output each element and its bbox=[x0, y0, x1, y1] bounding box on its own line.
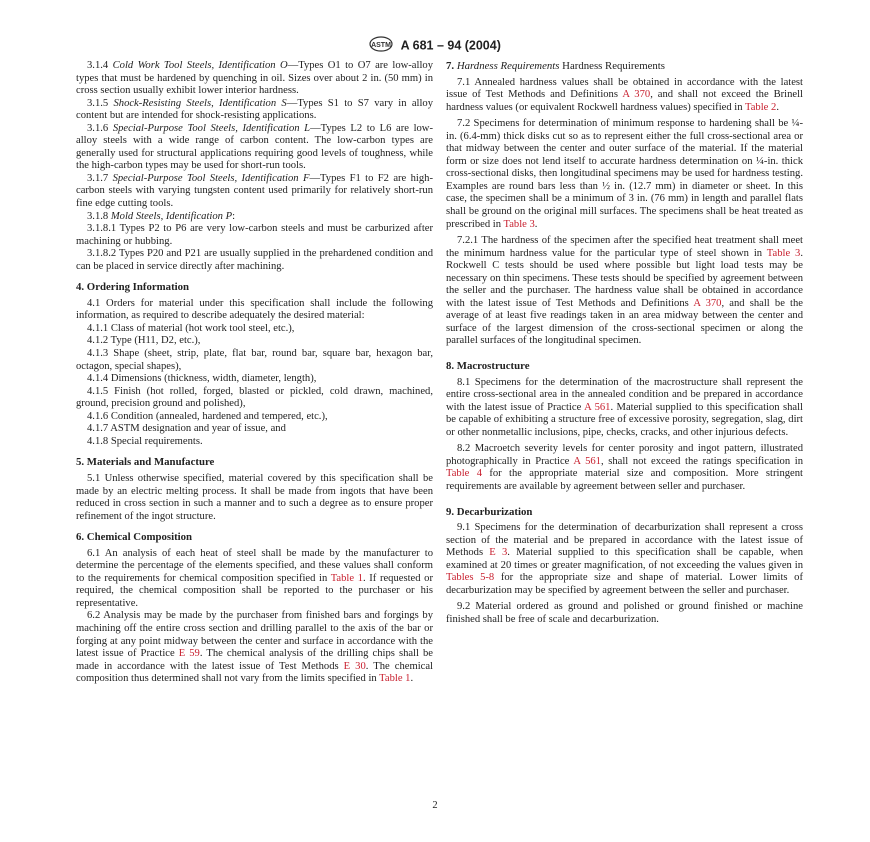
section-number: 7. bbox=[446, 60, 455, 72]
section-heading-decarburization: 9. Decarburization bbox=[446, 505, 533, 518]
page-header bbox=[0, 36, 870, 55]
e59-link[interactable]: E 59 bbox=[178, 648, 200, 660]
left-column bbox=[76, 60, 433, 686]
section-5-1: 5.1 Unless otherwise specified, material covered by this specification shall be made by an electric melting process. It shall be made from ingots that have been reduced in cross section in such a manner and to such a degree as to ensure proper refinement of the ingot structure. bbox=[76, 472, 433, 522]
text: . bbox=[534, 218, 538, 230]
section-heading-hardness-requirements bbox=[446, 60, 803, 73]
section-title: Cold Work Tool Steels, Identification O bbox=[112, 60, 288, 71]
text: . The chemical analysis of the drilling chips shall be made in accordance with the latest issue of Test Methods bbox=[76, 648, 434, 672]
list-item: 4.1.5 Finish (hot rolled, forged, blasted or pickled, cold drawn, machined, ground, precision ground and polished), bbox=[76, 385, 433, 410]
text: . If requested or required, the chemical composition shall be reported to the purchaser or his representative. bbox=[76, 572, 433, 609]
section-body: : bbox=[232, 210, 236, 222]
section-title: Mold Steels, Identification P bbox=[110, 210, 233, 222]
e3-link[interactable]: E 3 bbox=[489, 547, 508, 559]
section-number: 3.1.7 bbox=[87, 172, 109, 184]
section-6-1 bbox=[76, 548, 433, 611]
text: 9.1 Specimens for the determination of decarburization shall represent a cross section of the material and be prepared in accordance with the latest issue of Methods bbox=[446, 522, 803, 559]
list-item: 4.1.4 Dimensions (thickness, width, diameter, length), bbox=[87, 373, 317, 385]
section-title-italic: Hardness Requirements bbox=[456, 60, 560, 72]
text: , and shall not exceed the Brinell hardness values (or equivalent Rockwell hardness values) specified in bbox=[446, 89, 803, 113]
svg-text:ASTM: ASTM bbox=[371, 42, 392, 49]
section-3-1-8 bbox=[76, 211, 433, 224]
astm-logo-icon bbox=[369, 36, 393, 55]
section-body: —Types O1 to O7 are low-alloy types that must be hardened by quenching in oil. Sizes over about 2 in. (50 mm) in cross section usually exhibit lower interior hardness. bbox=[76, 60, 433, 97]
text: 8.1 Specimens for the determination of the macrostructure shall represent the entire cross-sectional area in the annealed condition and be prepared in accordance with the latest issue of Practice bbox=[446, 376, 803, 413]
text: , shall not exceed the ratings specification in bbox=[600, 455, 803, 467]
section-9-1 bbox=[446, 522, 803, 597]
section-body: —Types F1 to F2 are high-carbon steels with varying tungsten content used primarily for relatively short-run fine edge cutting tools. bbox=[76, 172, 433, 210]
text: 7.2.1 The hardness of the specimen after the specified heat treatment shall meet the minimum hardness value for the particular type of steel shown in bbox=[446, 235, 803, 259]
section-heading-materials-and-manufacture: 5. Materials and Manufacture bbox=[76, 456, 215, 469]
section-number: 3.1.8 bbox=[87, 210, 109, 222]
section-heading-macrostructure: 8. Macrostructure bbox=[446, 360, 530, 373]
section-7-2 bbox=[446, 118, 803, 231]
section-title-plain: Hardness Requirements bbox=[559, 60, 666, 72]
text: 6.1 An analysis of each heat of steel shall be made by the manufacturer to determine the percentage of the elements specified, and these values shall conform to the requirements for chemical composition specified in bbox=[76, 547, 433, 584]
right-column bbox=[446, 60, 803, 626]
table-4-link[interactable]: Table 4 bbox=[446, 468, 482, 480]
list-item: 4.1.2 Type (H11, D2, etc.), bbox=[87, 335, 201, 347]
a561-link[interactable]: A 561 bbox=[573, 455, 601, 467]
section-3-1-8-1: 3.1.8.1 Types P2 to P6 are very low-carbon steels and must be carburized after machining or hubbing. bbox=[76, 223, 433, 247]
page-number: 2 bbox=[432, 800, 438, 811]
section-3-1-5 bbox=[76, 98, 433, 123]
table-2-link[interactable]: Table 2 bbox=[745, 101, 777, 113]
list-item: 4.1.6 Condition (annealed, hardened and tempered, etc.), bbox=[87, 410, 328, 422]
section-3-1-8-2: 3.1.8.2 Types P20 and P21 are usually supplied in the prehardened condition and can be placed in service directly after machining. bbox=[76, 248, 433, 272]
table-1-link[interactable]: Table 1 bbox=[330, 572, 363, 584]
text: for the appropriate size and shape of material. Lower limits of decarburization may be specified by agreement between the seller and purchaser. bbox=[446, 572, 803, 596]
a561-link[interactable]: A 561 bbox=[584, 401, 611, 413]
section-title: Special-Purpose Tool Steels, Identification F bbox=[112, 172, 310, 184]
section-4-1: 4.1 Orders for material under this specification shall include the following information, as required to describe adequately the desired material: bbox=[76, 297, 433, 322]
text: 6.2 Analysis may be made by the purchaser from finished bars and forgings by machining off the entire cross section and drilling parallel to the axis of the bar or forging at any point midway between the center and surface in accordance with the latest issue of Practice bbox=[76, 610, 433, 660]
table-3-link[interactable]: Table 3 bbox=[766, 247, 801, 259]
text: 8.2 Macroetch severity levels for center porosity and ingot pattern, illustrated photographically in Practice bbox=[446, 443, 803, 467]
text: . bbox=[410, 673, 414, 685]
standard-designation: A 681 – 94 (2004) bbox=[400, 38, 501, 53]
section-3-1-4 bbox=[76, 60, 433, 98]
section-title: Shock-Resisting Steels, Identification S bbox=[113, 97, 287, 109]
text: . Material supplied to this specification shall be capable of exhibiting a structure free of excessive porosity, segregation, slag, dirt or other nonmetallic inclusions, pipe, checks, cracks, and other injurious defects. bbox=[446, 401, 803, 438]
section-heading-chemical-composition: 6. Chemical Composition bbox=[76, 531, 193, 544]
section-3-1-6 bbox=[76, 123, 433, 173]
section-body: —Types S1 to S7 vary in alloy content but are intended for shock-resisting applications. bbox=[76, 97, 434, 122]
text: , and shall be the average of at least five readings taken in an area midway between the center and surface of the largest dimension of the cross-sectional specimen or along the parallel surfaces of the longitudinal specimen. bbox=[446, 297, 803, 347]
e30-link[interactable]: E 30 bbox=[343, 660, 366, 672]
section-9-2: 9.2 Material ordered as ground and polished or ground finished or machine finished shall be free of scale and decarburization. bbox=[446, 601, 803, 625]
section-6-2 bbox=[76, 610, 433, 685]
section-body: —Types L2 to L6 are low-alloy steels with a wide range of carbon content. The low-carbon types are generally used for structural applications requiring good levels of toughness, while the high-carbon types may be used for short-run tools. bbox=[76, 122, 433, 172]
table-1-link[interactable]: Table 1 bbox=[379, 673, 411, 685]
a370-link[interactable]: A 370 bbox=[622, 89, 651, 101]
list-item: 4.1.3 Shape (sheet, strip, plate, flat bar, round bar, square bar, hexagon bar, octagon, special shapes), bbox=[76, 348, 433, 372]
text: . Rockwell C tests should be used where possible but light load tests may be necessary on thin specimens. These tests should be specified by agreement between the seller and the purchaser. The hardness value shall be obtained in accordance with the latest issue of Test Methods and Definitions bbox=[446, 247, 803, 309]
text: . bbox=[776, 101, 779, 113]
section-7-2-1 bbox=[446, 235, 803, 348]
section-heading-ordering-information: 4. Ordering Information bbox=[76, 281, 190, 294]
list-item: 4.1.8 Special requirements. bbox=[87, 435, 203, 447]
section-title: Special-Purpose Tool Steels, Identification L bbox=[112, 122, 311, 134]
section-number: 3.1.5 bbox=[87, 97, 109, 109]
section-number: 3.1.6 bbox=[87, 122, 109, 134]
text: . Material supplied to this specification shall be capable, when examined at 20 times or greater magnification, of not exceeding the values given in bbox=[446, 547, 804, 571]
section-8-2 bbox=[446, 443, 803, 493]
list-item: 4.1.7 ASTM designation and year of issue, and bbox=[87, 423, 286, 435]
section-3-1-7 bbox=[76, 173, 433, 211]
list-item: 4.1.1 Class of material (hot work tool steel, etc.), bbox=[87, 322, 295, 334]
table-3-link[interactable]: Table 3 bbox=[503, 218, 535, 230]
text: 7.1 Annealed hardness values shall be obtained in accordance with the latest issue of Test Methods and Definitions bbox=[446, 76, 803, 101]
section-number: 3.1.4 bbox=[87, 60, 109, 71]
a370-link[interactable]: A 370 bbox=[693, 297, 722, 309]
section-7-1 bbox=[446, 77, 803, 115]
section-8-1 bbox=[446, 377, 803, 440]
text: . The chemical composition thus determined shall not vary from the limits specified in bbox=[76, 660, 434, 685]
text: for the appropriate material size and composition. More stringent requirements are available by agreement between seller and purchaser. bbox=[446, 468, 803, 492]
tables-5-8-link[interactable]: Tables 5-8 bbox=[446, 572, 495, 584]
text: 7.2 Specimens for determination of minimum response to hardening shall be ¼-in. (6.4-mm) thick disks cut so as to represent either the full cross-sectional area or that midway between the center and outer surface of the material. If the material form or size does not lend itself to accurate hardness determination on ¼-in. thick cross-sectional disks, then longitudinal specimens may be used for hardness testing. Examples are round bars less than ½ in. (12.7 mm) in diameter or sheet. In this case, the specimen shall be a minimum of 3 in. (76 mm) in length and parallel flats shall be ground on the original mill surfaces. The specimens shall be heat treated as prescribed in bbox=[446, 118, 803, 230]
